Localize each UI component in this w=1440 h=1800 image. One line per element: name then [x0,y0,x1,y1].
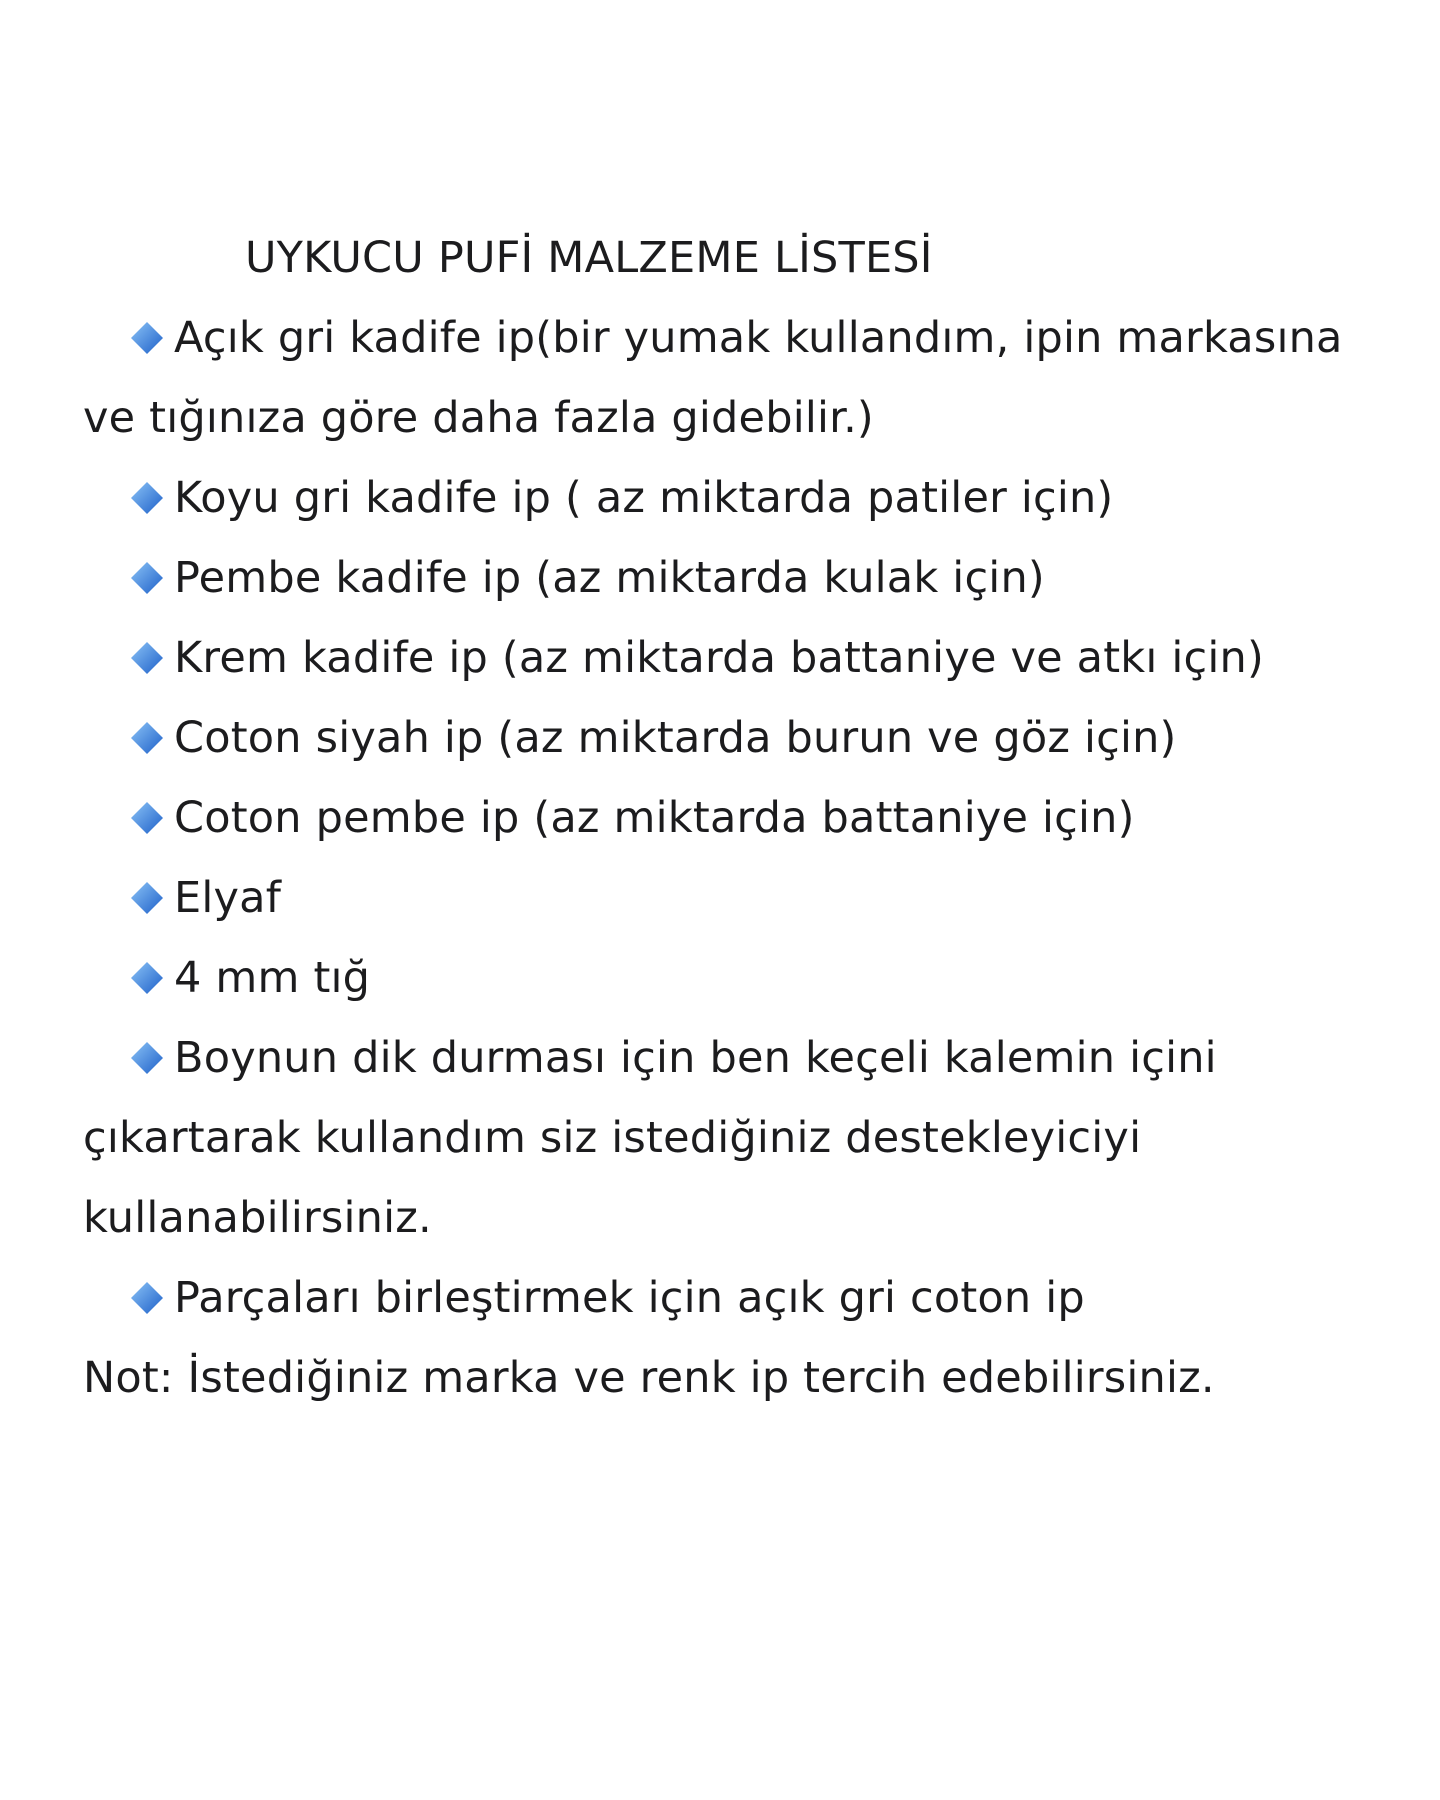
list-item-text: Pembe kadife ip (az miktarda kulak için) [174,553,1045,603]
list-item-text: 4 mm tığ [174,953,371,1003]
list-item [83,778,1383,858]
list-item [83,938,1383,1018]
list-item [83,458,1383,538]
list-item-text: Coton siyah ip (az miktarda burun ve göz için) [174,713,1177,763]
list-item [83,538,1383,618]
list-item-text: Coton pembe ip (az miktarda battaniye için) [174,793,1135,843]
list-item [83,1258,1383,1338]
page-title: UYKUCU PUFİ MALZEME LİSTESİ [245,233,933,283]
list-item-text: Açık gri kadife ip(bir yumak kullandım, ipin markasına ve tığınıza göre daha fazla gidebilir.) [83,313,1343,443]
list-item-text: Parçaları birleştirmek için açık gri coton ip [174,1273,1085,1323]
large-blue-diamond-icon [130,1281,164,1315]
large-blue-diamond-icon [130,641,164,675]
notes-document [83,218,1383,1418]
list-item [83,858,1383,938]
list-item [83,618,1383,698]
list-item-text: Krem kadife ip (az miktarda battaniye ve atkı için) [174,633,1264,683]
large-blue-diamond-icon [130,321,164,355]
list-item-text: Elyaf [174,873,282,923]
list-item-text: Koyu gri kadife ip ( az miktarda patiler için) [174,473,1114,523]
list-item-text: Boynun dik durması için ben keçeli kalemin içini çıkartarak kullandım siz istediğiniz destekleyiciyi kullanabilirsiniz. [83,1033,1217,1243]
list-item [83,298,1383,458]
footnote: Not: İstediğiniz marka ve renk ip tercih edebilirsiniz. [83,1353,1215,1403]
large-blue-diamond-icon [130,881,164,915]
list-item [83,1018,1383,1258]
list-item [83,698,1383,778]
large-blue-diamond-icon [130,801,164,835]
large-blue-diamond-icon [130,721,164,755]
large-blue-diamond-icon [130,481,164,515]
large-blue-diamond-icon [130,561,164,595]
large-blue-diamond-icon [130,961,164,995]
large-blue-diamond-icon [130,1041,164,1075]
